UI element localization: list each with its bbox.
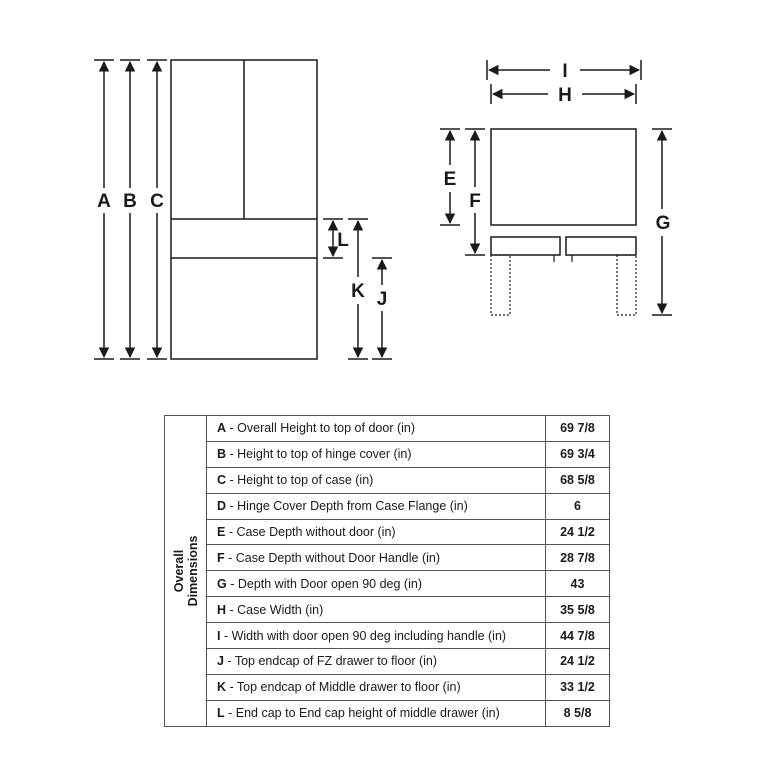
row-description: K - Top endcap of Middle drawer to floor (in) [207, 674, 546, 700]
row-value: 43 [546, 571, 610, 597]
label-f: F [469, 191, 481, 212]
row-value: 28 7/8 [546, 545, 610, 571]
top-view [491, 129, 636, 315]
row-description: C - Height to top of case (in) [207, 467, 546, 493]
case-top-view [491, 129, 636, 225]
row-description: L - End cap to End cap height of middle drawer (in) [207, 700, 546, 726]
row-value: 8 5/8 [546, 700, 610, 726]
right-door-top-view [566, 237, 636, 255]
row-description: B - Height to top of hinge cover (in) [207, 441, 546, 467]
label-h: H [558, 85, 572, 106]
dimensions-table [164, 415, 610, 727]
row-description: G - Depth with Door open 90 deg (in) [207, 571, 546, 597]
row-description: J - Top endcap of FZ drawer to floor (in) [207, 649, 546, 675]
label-l: L [337, 230, 349, 251]
row-value: 35 5/8 [546, 597, 610, 623]
front-view [171, 60, 317, 359]
table-row [165, 649, 610, 675]
table-row [165, 674, 610, 700]
label-i: I [562, 61, 568, 82]
row-value: 44 7/8 [546, 623, 610, 649]
row-value: 69 3/4 [546, 441, 610, 467]
table-row [165, 545, 610, 571]
row-description: A - Overall Height to top of door (in) [207, 416, 546, 442]
door-open-outline [491, 255, 636, 315]
group-label-cell [165, 416, 207, 727]
row-description: I - Width with door open 90 deg including handle (in) [207, 623, 546, 649]
row-value: 33 1/2 [546, 674, 610, 700]
label-g: G [655, 213, 671, 234]
table-row [165, 571, 610, 597]
label-e: E [443, 169, 457, 190]
label-k: K [351, 281, 365, 302]
row-description: D - Hinge Cover Depth from Case Flange (in) [207, 493, 546, 519]
row-value: 24 1/2 [546, 519, 610, 545]
table-row [165, 493, 610, 519]
table-row [165, 467, 610, 493]
row-description: E - Case Depth without door (in) [207, 519, 546, 545]
label-c: C [150, 191, 164, 212]
table-row [165, 519, 610, 545]
row-value: 68 5/8 [546, 467, 610, 493]
left-door-top-view [491, 237, 560, 255]
table-row [165, 623, 610, 649]
table-row [165, 597, 610, 623]
row-description: H - Case Width (in) [207, 597, 546, 623]
table-row [165, 416, 610, 442]
row-value: 69 7/8 [546, 416, 610, 442]
table-row [165, 441, 610, 467]
row-description: F - Case Depth without Door Handle (in) [207, 545, 546, 571]
table-row [165, 700, 610, 726]
row-value: 24 1/2 [546, 649, 610, 675]
label-a: A [97, 191, 111, 212]
row-value: 6 [546, 493, 610, 519]
label-j: J [376, 289, 388, 310]
group-label: Overall Dimensions [171, 535, 200, 607]
label-b: B [123, 191, 137, 212]
